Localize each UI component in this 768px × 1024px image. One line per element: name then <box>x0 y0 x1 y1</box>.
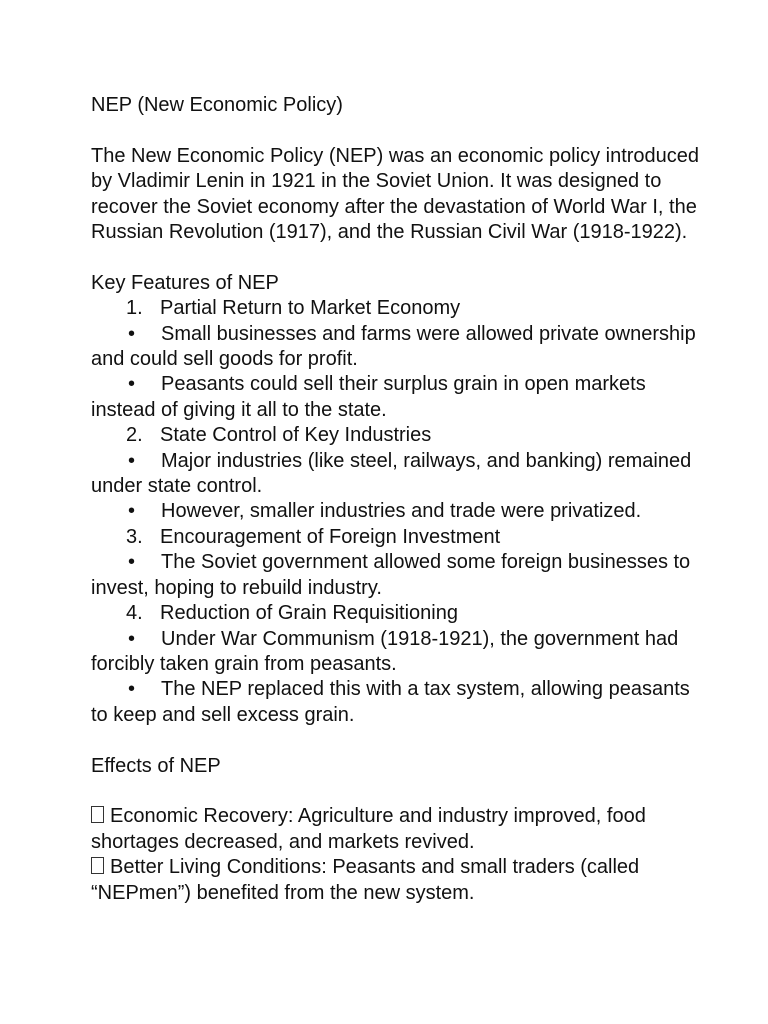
bullet-text: The NEP replaced this with a tax system, allowing peasants to keep and sell excess grain. <box>91 678 690 726</box>
spacer <box>91 118 711 143</box>
feature-number: 1. <box>126 297 143 320</box>
bullet-icon: • <box>128 449 136 472</box>
effect-item <box>91 855 711 906</box>
effect-text: Economic Recovery: Agriculture and industry improved, food shortages decreased, and markets revived. <box>91 805 646 853</box>
feature-item <box>91 601 711 626</box>
feature-bullet <box>91 322 711 373</box>
feature-item <box>91 296 711 321</box>
bullet-icon: • <box>128 322 136 345</box>
bullet-text: Peasants could sell their surplus grain in open markets instead of giving it all to the state. <box>91 373 646 421</box>
document-body <box>91 93 711 906</box>
bullet-text: The Soviet government allowed some foreign businesses to invest, hoping to rebuild industry. <box>91 551 691 599</box>
bullet-icon: • <box>128 678 136 701</box>
bullet-text: Small businesses and farms were allowed private ownership and could sell goods for profit. <box>91 322 696 371</box>
feature-number: 2. <box>126 424 143 447</box>
feature-item <box>91 525 711 550</box>
feature-title: State Control of Key Industries <box>160 424 432 447</box>
bullet-icon: • <box>128 500 136 523</box>
feature-title: Encouragement of Foreign Investment <box>160 525 501 548</box>
features-heading: Key Features of NEP <box>91 271 279 294</box>
bullet-icon: • <box>128 551 136 574</box>
bullet-text: Under War Communism (1918-1921), the government had forcibly taken grain from peasants. <box>91 627 679 675</box>
feature-title: Partial Return to Market Economy <box>160 297 461 320</box>
feature-number: 3. <box>126 525 143 548</box>
spacer <box>91 245 711 270</box>
feature-bullet <box>91 449 711 500</box>
feature-item <box>91 423 711 448</box>
effects-heading: Effects of NEP <box>91 754 221 777</box>
feature-bullet <box>91 499 711 524</box>
missing-glyph-icon <box>91 857 104 874</box>
intro-paragraph: The New Economic Policy (NEP) was an economic policy introduced by Vladimir Lenin in 1921 in the Soviet Union. It was designed to recover the Soviet economy after the devastation of World War I, the Russian Revolution (1917), and the Russian Civil War (1918-1922). <box>91 144 700 244</box>
doc-title: NEP (New Economic Policy) <box>91 94 343 116</box>
feature-number: 4. <box>126 602 143 625</box>
missing-glyph-icon <box>91 806 104 823</box>
feature-bullet <box>91 550 711 601</box>
effect-item <box>91 804 711 855</box>
bullet-text: However, smaller industries and trade were privatized. <box>161 500 642 523</box>
feature-bullet <box>91 677 711 728</box>
spacer <box>91 779 711 804</box>
spacer <box>91 728 711 753</box>
bullet-icon: • <box>128 627 136 650</box>
effect-text: Better Living Conditions: Peasants and small traders (called “NEPmen”) benefited from the new system. <box>91 856 640 904</box>
bullet-icon: • <box>128 373 136 396</box>
feature-bullet <box>91 627 711 678</box>
feature-bullet <box>91 372 711 423</box>
bullet-text: Major industries (like steel, railways, and banking) remained under state control. <box>91 449 692 498</box>
feature-title: Reduction of Grain Requisitioning <box>160 602 458 625</box>
